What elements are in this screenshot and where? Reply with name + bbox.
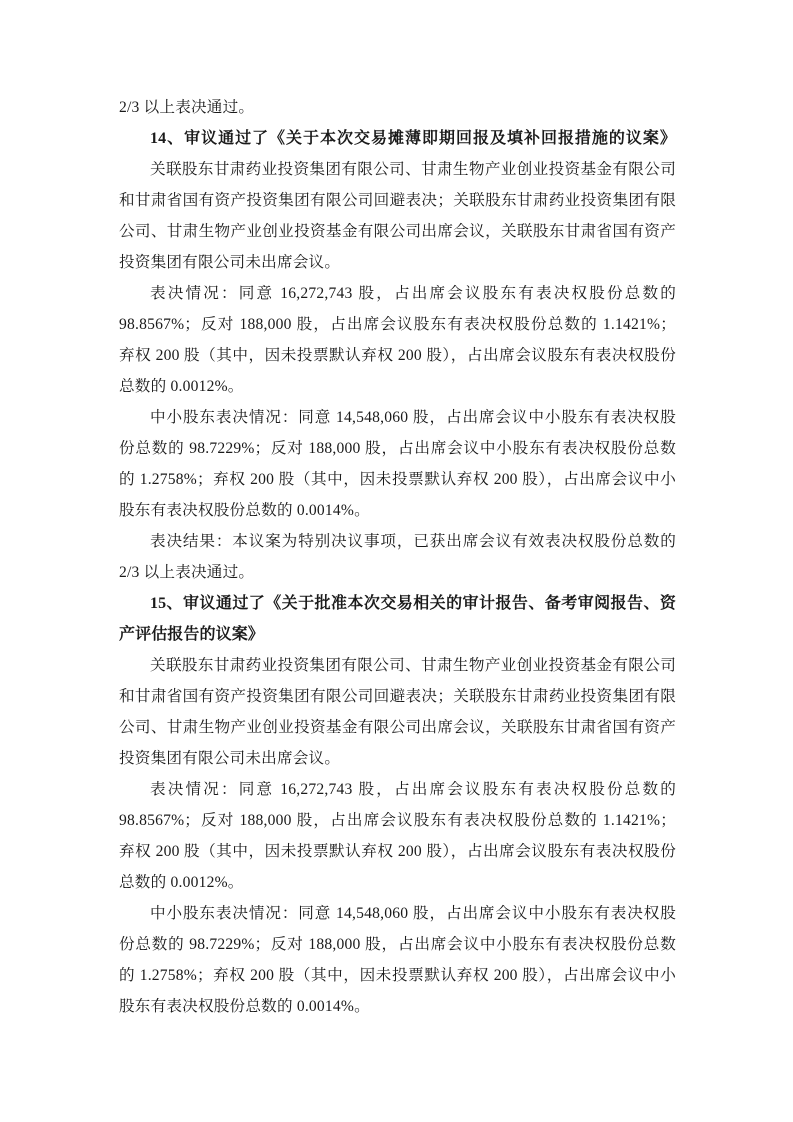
- text-line: 份总数的 98.7229%；反对 188,000 股，占出席会议中小股东有表决权股份总数: [119, 936, 676, 953]
- paragraph: [119, 650, 676, 774]
- paragraph: [119, 526, 676, 588]
- text-line: 和甘肃省国有资产投资集团有限公司回避表决；关联股东甘肃药业投资集团有限: [119, 192, 676, 209]
- paragraph: [119, 92, 676, 123]
- text-line: 中小股东表决情况：同意 14,548,060 股，占出席会议中小股东有表决权股: [150, 905, 676, 922]
- text-line: 98.8567%；反对 188,000 股，占出席会议股东有表决权股份总数的 1.1421%；: [119, 316, 676, 333]
- text-line: 公司、甘肃生物产业创业投资基金有限公司出席会议，关联股东甘肃省国有资产: [119, 223, 676, 240]
- heading-line: 15、审议通过了《关于批准本次交易相关的审计报告、备考审阅报告、资: [150, 595, 676, 612]
- text-line: 弃权 200 股（其中，因未投票默认弃权 200 股），占出席会议股东有表决权股份: [119, 347, 676, 364]
- text-line: 总数的 0.0012%。: [119, 874, 244, 891]
- text-line: 投资集团有限公司未出席会议。: [119, 254, 341, 271]
- text-line: 关联股东甘肃药业投资集团有限公司、甘肃生物产业创业投资基金有限公司: [150, 657, 676, 674]
- document-content: [119, 92, 676, 1022]
- text-line: 表决结果：本议案为特别决议事项，已获出席会议有效表决权股份总数的: [150, 533, 676, 550]
- text-line: 的 1.2758%；弃权 200 股（其中，因未投票默认弃权 200 股），占出席会议中小: [119, 471, 676, 488]
- text-line: 2/3 以上表决通过。: [119, 99, 255, 116]
- paragraph: [119, 278, 676, 402]
- text-line: 表决情况：同意 16,272,743 股，占出席会议股东有表决权股份总数的: [150, 285, 676, 302]
- heading-line: 14、审议通过了《关于本次交易摊薄即期回报及填补回报措施的议案》: [150, 130, 676, 147]
- text-line: 98.8567%；反对 188,000 股，占出席会议股东有表决权股份总数的 1.1421%；: [119, 812, 676, 829]
- paragraph: [119, 402, 676, 526]
- text-line: 公司、甘肃生物产业创业投资基金有限公司出席会议，关联股东甘肃省国有资产: [119, 719, 676, 736]
- text-line: 股东有表决权股份总数的 0.0014%。: [119, 502, 370, 519]
- text-line: 投资集团有限公司未出席会议。: [119, 750, 341, 767]
- paragraph: [119, 898, 676, 1022]
- heading-line: 产评估报告的议案》: [119, 626, 264, 643]
- text-line: 的 1.2758%；弃权 200 股（其中，因未投票默认弃权 200 股），占出席会议中小: [119, 967, 676, 984]
- text-line: 和甘肃省国有资产投资集团有限公司回避表决；关联股东甘肃药业投资集团有限: [119, 688, 676, 705]
- text-line: 份总数的 98.7229%；反对 188,000 股，占出席会议中小股东有表决权股份总数: [119, 440, 676, 457]
- proposal-heading: [119, 588, 676, 650]
- text-line: 中小股东表决情况：同意 14,548,060 股，占出席会议中小股东有表决权股: [150, 409, 676, 426]
- paragraph: [119, 774, 676, 898]
- text-line: 弃权 200 股（其中，因未投票默认弃权 200 股），占出席会议股东有表决权股份: [119, 843, 676, 860]
- text-line: 表决情况：同意 16,272,743 股，占出席会议股东有表决权股份总数的: [150, 781, 676, 798]
- text-line: 总数的 0.0012%。: [119, 378, 244, 395]
- paragraph: [119, 154, 676, 278]
- text-line: 关联股东甘肃药业投资集团有限公司、甘肃生物产业创业投资基金有限公司: [150, 161, 676, 178]
- proposal-heading: [119, 123, 676, 154]
- text-line: 股东有表决权股份总数的 0.0014%。: [119, 998, 370, 1015]
- text-line: 2/3 以上表决通过。: [119, 564, 255, 581]
